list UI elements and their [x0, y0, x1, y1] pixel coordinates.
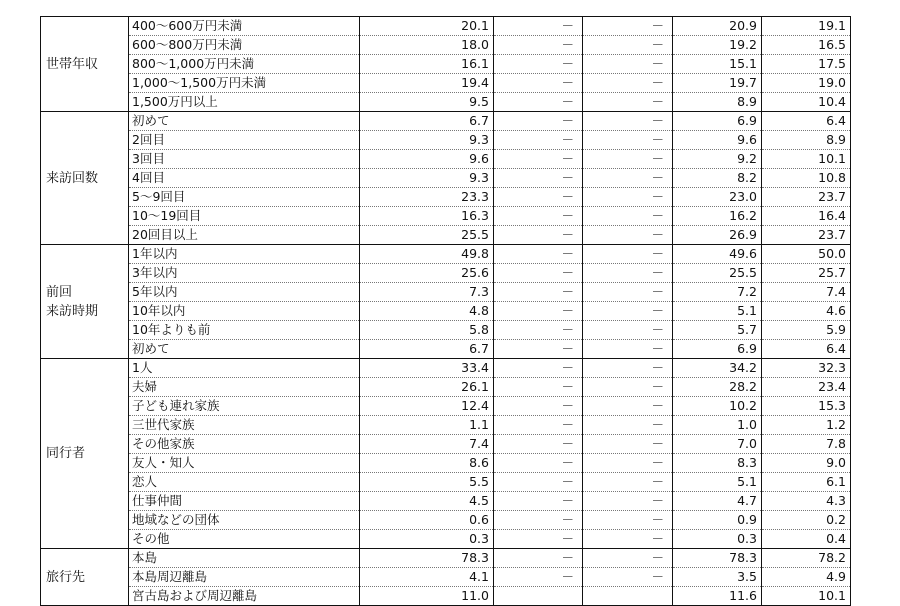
value-cell-v5: 10.4 — [762, 93, 851, 112]
value-cell-v5: 10.8 — [762, 169, 851, 188]
value-cell-v1: 33.4 — [360, 359, 494, 378]
row-label: 3年以内 — [129, 264, 360, 283]
value-cell-v4: 0.3 — [673, 530, 762, 549]
value-cell-v2: － — [494, 435, 583, 454]
value-cell-v1: 16.3 — [360, 207, 494, 226]
category-label-line1: 前回 — [46, 284, 73, 300]
value-cell-v4: 4.7 — [673, 492, 762, 511]
value-cell-v4: 7.2 — [673, 283, 762, 302]
row-label: 1,000～1,500万円未満 — [129, 74, 360, 93]
value-cell-v4: 20.9 — [673, 17, 762, 36]
row-label: 5～9回目 — [129, 188, 360, 207]
value-cell-v5: 4.9 — [762, 568, 851, 587]
value-cell-v4: 8.9 — [673, 93, 762, 112]
value-cell-v1: 49.8 — [360, 245, 494, 264]
value-cell-v3: － — [583, 188, 673, 207]
value-cell-v2: － — [494, 245, 583, 264]
value-cell-v1: 5.5 — [360, 473, 494, 492]
value-cell-v2: － — [494, 568, 583, 587]
category-cell: 世帯年収 — [41, 17, 129, 112]
survey-table-body — [41, 17, 851, 606]
value-cell-v1: 20.1 — [360, 17, 494, 36]
value-cell-v5: 16.4 — [762, 207, 851, 226]
table-row — [41, 397, 851, 416]
row-label: 4回目 — [129, 169, 360, 188]
table-row — [41, 169, 851, 188]
value-cell-v1: 7.3 — [360, 283, 494, 302]
row-label: 初めて — [129, 112, 360, 131]
table-row — [41, 416, 851, 435]
value-cell-v2: － — [494, 397, 583, 416]
value-cell-v2: － — [494, 321, 583, 340]
value-cell-v1: 0.6 — [360, 511, 494, 530]
value-cell-v5: 4.3 — [762, 492, 851, 511]
value-cell-v3: － — [583, 131, 673, 150]
table-row — [41, 454, 851, 473]
row-label: 1,500万円以上 — [129, 93, 360, 112]
table-row — [41, 435, 851, 454]
value-cell-v5: 10.1 — [762, 150, 851, 169]
value-cell-v2 — [494, 587, 583, 606]
value-cell-v1: 18.0 — [360, 36, 494, 55]
value-cell-v1: 7.4 — [360, 435, 494, 454]
row-label: 5年以内 — [129, 283, 360, 302]
value-cell-v2: － — [494, 378, 583, 397]
table-row — [41, 321, 851, 340]
value-cell-v4: 5.7 — [673, 321, 762, 340]
value-cell-v3 — [583, 587, 673, 606]
value-cell-v4: 3.5 — [673, 568, 762, 587]
value-cell-v1: 0.3 — [360, 530, 494, 549]
value-cell-v3: － — [583, 17, 673, 36]
value-cell-v2: － — [494, 17, 583, 36]
value-cell-v3: － — [583, 302, 673, 321]
value-cell-v4: 19.2 — [673, 36, 762, 55]
value-cell-v2: － — [494, 169, 583, 188]
table-row — [41, 264, 851, 283]
value-cell-v3: － — [583, 416, 673, 435]
value-cell-v3: － — [583, 378, 673, 397]
row-label: 2回目 — [129, 131, 360, 150]
value-cell-v5: 23.7 — [762, 226, 851, 245]
value-cell-v1: 9.5 — [360, 93, 494, 112]
value-cell-v1: 26.1 — [360, 378, 494, 397]
value-cell-v4: 25.5 — [673, 264, 762, 283]
value-cell-v2: － — [494, 416, 583, 435]
value-cell-v2: － — [494, 264, 583, 283]
table-row — [41, 378, 851, 397]
row-label: 夫婦 — [129, 378, 360, 397]
value-cell-v3: － — [583, 245, 673, 264]
row-label: 1年以内 — [129, 245, 360, 264]
row-label: 本島周辺離島 — [129, 568, 360, 587]
value-cell-v1: 78.3 — [360, 549, 494, 568]
row-label: 1人 — [129, 359, 360, 378]
value-cell-v4: 16.2 — [673, 207, 762, 226]
value-cell-v4: 28.2 — [673, 378, 762, 397]
value-cell-v4: 8.3 — [673, 454, 762, 473]
value-cell-v3: － — [583, 473, 673, 492]
value-cell-v3: － — [583, 55, 673, 74]
value-cell-v3: － — [583, 397, 673, 416]
value-cell-v4: 9.6 — [673, 131, 762, 150]
value-cell-v4: 78.3 — [673, 549, 762, 568]
row-label: 400～600万円未満 — [129, 17, 360, 36]
value-cell-v4: 23.0 — [673, 188, 762, 207]
value-cell-v1: 16.1 — [360, 55, 494, 74]
value-cell-v1: 6.7 — [360, 340, 494, 359]
value-cell-v2: － — [494, 112, 583, 131]
value-cell-v1: 12.4 — [360, 397, 494, 416]
value-cell-v1: 1.1 — [360, 416, 494, 435]
value-cell-v1: 6.7 — [360, 112, 494, 131]
value-cell-v2: － — [494, 302, 583, 321]
value-cell-v3: － — [583, 321, 673, 340]
value-cell-v2: － — [494, 188, 583, 207]
value-cell-v1: 4.8 — [360, 302, 494, 321]
table-row — [41, 188, 851, 207]
value-cell-v1: 8.6 — [360, 454, 494, 473]
row-label: 本島 — [129, 549, 360, 568]
value-cell-v4: 26.9 — [673, 226, 762, 245]
row-label: その他家族 — [129, 435, 360, 454]
value-cell-v1: 19.4 — [360, 74, 494, 93]
value-cell-v2: － — [494, 283, 583, 302]
table-row — [41, 150, 851, 169]
value-cell-v2: － — [494, 207, 583, 226]
category-cell — [41, 245, 129, 359]
table-row — [41, 568, 851, 587]
value-cell-v5: 1.2 — [762, 416, 851, 435]
value-cell-v3: － — [583, 150, 673, 169]
table-row — [41, 587, 851, 606]
value-cell-v5: 10.1 — [762, 587, 851, 606]
value-cell-v5: 6.4 — [762, 112, 851, 131]
value-cell-v1: 9.3 — [360, 131, 494, 150]
value-cell-v1: 25.6 — [360, 264, 494, 283]
row-label: その他 — [129, 530, 360, 549]
value-cell-v2: － — [494, 359, 583, 378]
table-row — [41, 17, 851, 36]
value-cell-v5: 9.0 — [762, 454, 851, 473]
value-cell-v1: 11.0 — [360, 587, 494, 606]
value-cell-v5: 78.2 — [762, 549, 851, 568]
value-cell-v2: － — [494, 131, 583, 150]
table-row — [41, 226, 851, 245]
value-cell-v5: 23.7 — [762, 188, 851, 207]
value-cell-v3: － — [583, 568, 673, 587]
value-cell-v3: － — [583, 530, 673, 549]
value-cell-v3: － — [583, 264, 673, 283]
value-cell-v4: 6.9 — [673, 340, 762, 359]
value-cell-v1: 23.3 — [360, 188, 494, 207]
value-cell-v2: － — [494, 74, 583, 93]
row-label: 三世代家族 — [129, 416, 360, 435]
value-cell-v5: 16.5 — [762, 36, 851, 55]
row-label: 3回目 — [129, 150, 360, 169]
value-cell-v2: － — [494, 226, 583, 245]
table-row — [41, 530, 851, 549]
value-cell-v3: － — [583, 549, 673, 568]
value-cell-v4: 10.2 — [673, 397, 762, 416]
value-cell-v5: 23.4 — [762, 378, 851, 397]
value-cell-v5: 19.0 — [762, 74, 851, 93]
value-cell-v1: 25.5 — [360, 226, 494, 245]
value-cell-v1: 5.8 — [360, 321, 494, 340]
value-cell-v3: － — [583, 226, 673, 245]
survey-table-viewport — [40, 16, 852, 603]
value-cell-v5: 6.4 — [762, 340, 851, 359]
table-row — [41, 340, 851, 359]
table-row — [41, 131, 851, 150]
row-label: 恋人 — [129, 473, 360, 492]
value-cell-v4: 0.9 — [673, 511, 762, 530]
value-cell-v5: 0.4 — [762, 530, 851, 549]
value-cell-v2: － — [494, 473, 583, 492]
value-cell-v2: － — [494, 511, 583, 530]
value-cell-v3: － — [583, 454, 673, 473]
row-label: 地域などの団体 — [129, 511, 360, 530]
value-cell-v2: － — [494, 150, 583, 169]
value-cell-v3: － — [583, 207, 673, 226]
category-label-line2: 来訪時期 — [46, 303, 99, 319]
value-cell-v2: － — [494, 55, 583, 74]
table-row — [41, 245, 851, 264]
value-cell-v5: 32.3 — [762, 359, 851, 378]
table-row — [41, 93, 851, 112]
value-cell-v3: － — [583, 93, 673, 112]
value-cell-v1: 9.6 — [360, 150, 494, 169]
row-label: 20回目以上 — [129, 226, 360, 245]
value-cell-v2: － — [494, 549, 583, 568]
value-cell-v4: 11.6 — [673, 587, 762, 606]
table-row — [41, 549, 851, 568]
value-cell-v1: 4.1 — [360, 568, 494, 587]
survey-table — [40, 16, 851, 606]
table-row — [41, 55, 851, 74]
row-label: 10～19回目 — [129, 207, 360, 226]
table-row — [41, 74, 851, 93]
row-label: 10年以内 — [129, 302, 360, 321]
value-cell-v5: 8.9 — [762, 131, 851, 150]
value-cell-v5: 7.4 — [762, 283, 851, 302]
table-row — [41, 511, 851, 530]
value-cell-v5: 7.8 — [762, 435, 851, 454]
row-label: 友人・知人 — [129, 454, 360, 473]
value-cell-v3: － — [583, 340, 673, 359]
value-cell-v4: 6.9 — [673, 112, 762, 131]
value-cell-v3: － — [583, 283, 673, 302]
row-label: 10年よりも前 — [129, 321, 360, 340]
row-label: 宮古島および周辺離島 — [129, 587, 360, 606]
value-cell-v4: 5.1 — [673, 473, 762, 492]
row-label: 子ども連れ家族 — [129, 397, 360, 416]
table-row — [41, 112, 851, 131]
value-cell-v4: 1.0 — [673, 416, 762, 435]
table-row — [41, 359, 851, 378]
category-cell: 旅行先 — [41, 549, 129, 606]
table-row — [41, 492, 851, 511]
value-cell-v3: － — [583, 435, 673, 454]
value-cell-v5: 19.1 — [762, 17, 851, 36]
value-cell-v3: － — [583, 492, 673, 511]
value-cell-v5: 6.1 — [762, 473, 851, 492]
value-cell-v3: － — [583, 359, 673, 378]
value-cell-v2: － — [494, 36, 583, 55]
value-cell-v4: 7.0 — [673, 435, 762, 454]
row-label: 仕事仲間 — [129, 492, 360, 511]
value-cell-v2: － — [494, 340, 583, 359]
value-cell-v5: 5.9 — [762, 321, 851, 340]
value-cell-v4: 19.7 — [673, 74, 762, 93]
value-cell-v5: 17.5 — [762, 55, 851, 74]
category-cell: 同行者 — [41, 359, 129, 549]
value-cell-v1: 4.5 — [360, 492, 494, 511]
category-cell: 来訪回数 — [41, 112, 129, 245]
value-cell-v5: 50.0 — [762, 245, 851, 264]
value-cell-v2: － — [494, 492, 583, 511]
value-cell-v2: － — [494, 530, 583, 549]
value-cell-v4: 49.6 — [673, 245, 762, 264]
value-cell-v4: 8.2 — [673, 169, 762, 188]
value-cell-v3: － — [583, 112, 673, 131]
table-row — [41, 473, 851, 492]
value-cell-v1: 9.3 — [360, 169, 494, 188]
value-cell-v4: 34.2 — [673, 359, 762, 378]
value-cell-v5: 4.6 — [762, 302, 851, 321]
value-cell-v4: 5.1 — [673, 302, 762, 321]
table-row — [41, 302, 851, 321]
value-cell-v3: － — [583, 511, 673, 530]
row-label: 800～1,000万円未満 — [129, 55, 360, 74]
value-cell-v4: 15.1 — [673, 55, 762, 74]
value-cell-v2: － — [494, 454, 583, 473]
value-cell-v3: － — [583, 36, 673, 55]
value-cell-v3: － — [583, 169, 673, 188]
row-label: 600～800万円未満 — [129, 36, 360, 55]
value-cell-v5: 25.7 — [762, 264, 851, 283]
table-row — [41, 207, 851, 226]
table-row — [41, 36, 851, 55]
row-label: 初めて — [129, 340, 360, 359]
value-cell-v5: 15.3 — [762, 397, 851, 416]
value-cell-v4: 9.2 — [673, 150, 762, 169]
table-row — [41, 283, 851, 302]
value-cell-v5: 0.2 — [762, 511, 851, 530]
value-cell-v3: － — [583, 74, 673, 93]
value-cell-v2: － — [494, 93, 583, 112]
